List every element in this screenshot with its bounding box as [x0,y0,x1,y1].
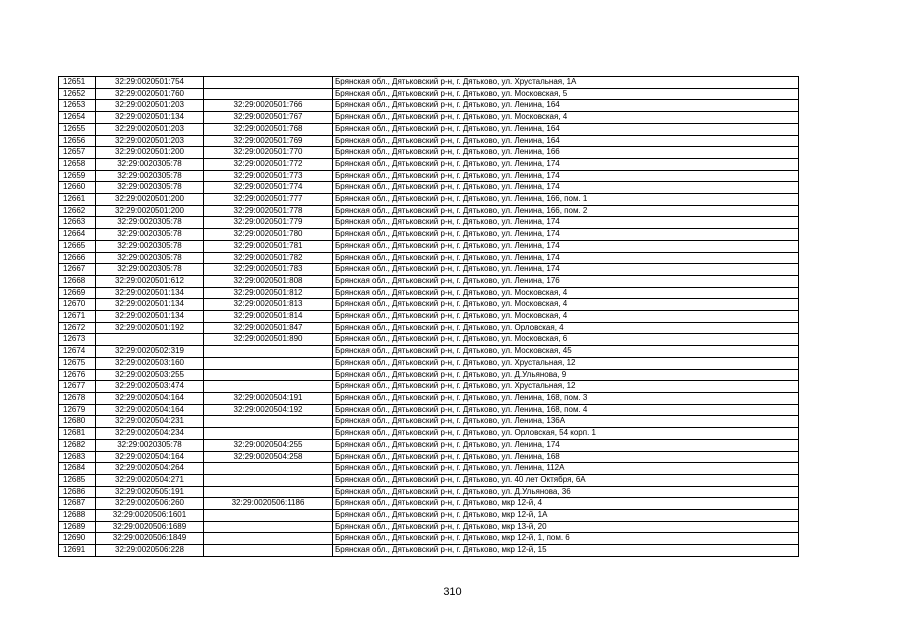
record-number-cell: 12653 [59,100,96,112]
cadastral-number-cell: 32:29:0020503:255 [96,369,204,381]
child-cadastral-number-cell: 32:29:0020504:255 [204,439,333,451]
child-cadastral-number-cell [204,346,333,358]
child-cadastral-number-cell: 32:29:0020501:773 [204,170,333,182]
table-row [59,158,799,170]
cadastral-number-cell: 32:29:0020504:271 [96,474,204,486]
table-row [59,463,799,475]
cadastral-number-cell: 32:29:0020504:234 [96,428,204,440]
record-number-cell: 12690 [59,533,96,545]
table-row [59,123,799,135]
record-number-cell: 12678 [59,392,96,404]
child-cadastral-number-cell: 32:29:0020501:774 [204,182,333,194]
record-number-cell: 12668 [59,275,96,287]
cadastral-number-cell: 32:29:0020305:78 [96,182,204,194]
cadastral-number-cell: 32:29:0020503:160 [96,357,204,369]
record-number-cell: 12660 [59,182,96,194]
table-row [59,77,799,89]
address-cell: Брянская обл., Дятьковский р-н, г. Дятьково, ул. Московская, 4 [333,112,799,124]
child-cadastral-number-cell [204,369,333,381]
address-cell: Брянская обл., Дятьковский р-н, г. Дятьково, ул. Ленина, 168, пом. 3 [333,392,799,404]
child-cadastral-number-cell: 32:29:0020501:890 [204,334,333,346]
child-cadastral-number-cell [204,545,333,557]
cadastral-number-cell: 32:29:0020305:78 [96,240,204,252]
cadastral-number-cell: 32:29:0020305:78 [96,439,204,451]
child-cadastral-number-cell [204,463,333,475]
table-row [59,88,799,100]
cadastral-number-cell: 32:29:0020501:754 [96,77,204,89]
child-cadastral-number-cell: 32:29:0020501:783 [204,264,333,276]
address-cell: Брянская обл., Дятьковский р-н, г. Дятьково, ул. Хрустальная, 1А [333,77,799,89]
child-cadastral-number-cell: 32:29:0020501:782 [204,252,333,264]
cadastral-number-cell: 32:29:0020501:200 [96,205,204,217]
cadastral-number-cell: 32:29:0020501:203 [96,123,204,135]
table-row [59,369,799,381]
cadastral-number-cell: 32:29:0020501:203 [96,100,204,112]
record-number-cell: 12683 [59,451,96,463]
registry-table [58,76,799,557]
address-cell: Брянская обл., Дятьковский р-н, г. Дятьково, ул. Ленина, 174 [333,439,799,451]
cadastral-number-cell: 32:29:0020501:134 [96,299,204,311]
child-cadastral-number-cell [204,428,333,440]
address-cell: Брянская обл., Дятьковский р-н, г. Дятьково, ул. Московская, 5 [333,88,799,100]
child-cadastral-number-cell: 32:29:0020501:766 [204,100,333,112]
child-cadastral-number-cell: 32:29:0020501:777 [204,194,333,206]
address-cell: Брянская обл., Дятьковский р-н, г. Дятьково, ул. Московская, 6 [333,334,799,346]
child-cadastral-number-cell [204,381,333,393]
record-number-cell: 12663 [59,217,96,229]
child-cadastral-number-cell [204,77,333,89]
address-cell: Брянская обл., Дятьковский р-н, г. Дятьково, ул. Ленина, 168 [333,451,799,463]
record-number-cell: 12676 [59,369,96,381]
address-cell: Брянская обл., Дятьковский р-н, г. Дятьково, ул. Ленина, 174 [333,240,799,252]
record-number-cell: 12659 [59,170,96,182]
record-number-cell: 12677 [59,381,96,393]
table-row [59,322,799,334]
child-cadastral-number-cell: 32:29:0020501:778 [204,205,333,217]
child-cadastral-number-cell: 32:29:0020506:1186 [204,498,333,510]
table-row [59,521,799,533]
record-number-cell: 12687 [59,498,96,510]
table-row [59,334,799,346]
record-number-cell: 12671 [59,311,96,323]
child-cadastral-number-cell [204,416,333,428]
cadastral-number-cell: 32:29:0020501:200 [96,147,204,159]
table-row [59,416,799,428]
record-number-cell: 12691 [59,545,96,557]
child-cadastral-number-cell [204,88,333,100]
child-cadastral-number-cell: 32:29:0020501:769 [204,135,333,147]
child-cadastral-number-cell [204,486,333,498]
child-cadastral-number-cell [204,510,333,522]
table-row [59,510,799,522]
child-cadastral-number-cell: 32:29:0020501:770 [204,147,333,159]
table-row [59,428,799,440]
child-cadastral-number-cell: 32:29:0020501:781 [204,240,333,252]
record-number-cell: 12655 [59,123,96,135]
child-cadastral-number-cell: 32:29:0020501:808 [204,275,333,287]
cadastral-number-cell: 32:29:0020501:760 [96,88,204,100]
child-cadastral-number-cell: 32:29:0020501:847 [204,322,333,334]
record-number-cell: 12656 [59,135,96,147]
cadastral-number-cell: 32:29:0020501:203 [96,135,204,147]
table-row [59,252,799,264]
table-row [59,486,799,498]
table-row [59,147,799,159]
address-cell: Брянская обл., Дятьковский р-н, г. Дятьково, мкр 12-й, 1, пом. 6 [333,533,799,545]
table-row [59,533,799,545]
record-number-cell: 12667 [59,264,96,276]
record-number-cell: 12688 [59,510,96,522]
child-cadastral-number-cell: 32:29:0020501:772 [204,158,333,170]
table-row [59,135,799,147]
address-cell: Брянская обл., Дятьковский р-н, г. Дятьково, ул. Московская, 45 [333,346,799,358]
table-row [59,287,799,299]
cadastral-number-cell: 32:29:0020506:1849 [96,533,204,545]
table-row [59,264,799,276]
address-cell: Брянская обл., Дятьковский р-н, г. Дятьково, ул. Ленина, 136А [333,416,799,428]
record-number-cell: 12672 [59,322,96,334]
table-row [59,545,799,557]
child-cadastral-number-cell: 32:29:0020501:768 [204,123,333,135]
cadastral-number-cell [96,334,204,346]
address-cell: Брянская обл., Дятьковский р-н, г. Дятьково, ул. Ленина, 174 [333,158,799,170]
cadastral-number-cell: 32:29:0020504:164 [96,451,204,463]
address-cell: Брянская обл., Дятьковский р-н, г. Дятьково, ул. Ленина, 166, пом. 1 [333,194,799,206]
address-cell: Брянская обл., Дятьковский р-н, г. Дятьково, ул. Д.Ульянова, 9 [333,369,799,381]
child-cadastral-number-cell: 32:29:0020501:812 [204,287,333,299]
table-row [59,392,799,404]
table-row [59,217,799,229]
cadastral-number-cell: 32:29:0020501:612 [96,275,204,287]
cadastral-number-cell: 32:29:0020501:134 [96,311,204,323]
child-cadastral-number-cell: 32:29:0020501:767 [204,112,333,124]
table-row [59,311,799,323]
child-cadastral-number-cell [204,533,333,545]
record-number-cell: 12662 [59,205,96,217]
child-cadastral-number-cell [204,521,333,533]
cadastral-number-cell: 32:29:0020305:78 [96,252,204,264]
address-cell: Брянская обл., Дятьковский р-н, г. Дятьково, ул. Ленина, 176 [333,275,799,287]
address-cell: Брянская обл., Дятьковский р-н, г. Дятьково, ул. Хрустальная, 12 [333,357,799,369]
record-number-cell: 12652 [59,88,96,100]
record-number-cell: 12654 [59,112,96,124]
address-cell: Брянская обл., Дятьковский р-н, г. Дятьково, мкр 12-й, 1А [333,510,799,522]
cadastral-number-cell: 32:29:0020506:260 [96,498,204,510]
address-cell: Брянская обл., Дятьковский р-н, г. Дятьково, мкр 12-й, 15 [333,545,799,557]
registry-table-body [59,77,799,557]
table-row [59,194,799,206]
cadastral-number-cell: 32:29:0020503:474 [96,381,204,393]
address-cell: Брянская обл., Дятьковский р-н, г. Дятьково, ул. Ленина, 174 [333,182,799,194]
cadastral-number-cell: 32:29:0020502:319 [96,346,204,358]
cadastral-number-cell: 32:29:0020501:192 [96,322,204,334]
cadastral-number-cell: 32:29:0020305:78 [96,229,204,241]
cadastral-number-cell: 32:29:0020506:228 [96,545,204,557]
record-number-cell: 12666 [59,252,96,264]
cadastral-number-cell: 32:29:0020506:1601 [96,510,204,522]
address-cell: Брянская обл., Дятьковский р-н, г. Дятьково, ул. Ленина, 164 [333,100,799,112]
address-cell: Брянская обл., Дятьковский р-н, г. Дятьково, ул. Ленина, 164 [333,135,799,147]
table-row [59,451,799,463]
cadastral-number-cell: 32:29:0020504:264 [96,463,204,475]
record-number-cell: 12661 [59,194,96,206]
cadastral-number-cell: 32:29:0020504:164 [96,404,204,416]
cadastral-number-cell: 32:29:0020305:78 [96,158,204,170]
page-number: 310 [443,586,462,598]
cadastral-number-cell: 32:29:0020504:164 [96,392,204,404]
child-cadastral-number-cell: 32:29:0020504:258 [204,451,333,463]
child-cadastral-number-cell [204,357,333,369]
table-row [59,498,799,510]
record-number-cell: 12669 [59,287,96,299]
table-row [59,229,799,241]
address-cell: Брянская обл., Дятьковский р-н, г. Дятьково, ул. Д.Ульянова, 36 [333,486,799,498]
record-number-cell: 12685 [59,474,96,486]
address-cell: Брянская обл., Дятьковский р-н, г. Дятьково, ул. Ленина, 174 [333,170,799,182]
address-cell: Брянская обл., Дятьковский р-н, г. Дятьково, ул. Орловская, 54 корп. 1 [333,428,799,440]
cadastral-number-cell: 32:29:0020305:78 [96,217,204,229]
address-cell: Брянская обл., Дятьковский р-н, г. Дятьково, ул. 40 лет Октября, 6А [333,474,799,486]
address-cell: Брянская обл., Дятьковский р-н, г. Дятьково, ул. Хрустальная, 12 [333,381,799,393]
table-row [59,474,799,486]
table-row [59,170,799,182]
record-number-cell: 12680 [59,416,96,428]
cadastral-number-cell: 32:29:0020501:134 [96,287,204,299]
table-row [59,240,799,252]
record-number-cell: 12682 [59,439,96,451]
cadastral-number-cell: 32:29:0020504:231 [96,416,204,428]
address-cell: Брянская обл., Дятьковский р-н, г. Дятьково, ул. Ленина, 166 [333,147,799,159]
record-number-cell: 12657 [59,147,96,159]
record-number-cell: 12658 [59,158,96,170]
child-cadastral-number-cell [204,474,333,486]
table-row [59,299,799,311]
child-cadastral-number-cell: 32:29:0020504:192 [204,404,333,416]
record-number-cell: 12689 [59,521,96,533]
table-row [59,112,799,124]
table-row [59,205,799,217]
address-cell: Брянская обл., Дятьковский р-н, г. Дятьково, ул. Московская, 4 [333,287,799,299]
record-number-cell: 12670 [59,299,96,311]
table-row [59,275,799,287]
child-cadastral-number-cell: 32:29:0020501:814 [204,311,333,323]
address-cell: Брянская обл., Дятьковский р-н, г. Дятьково, ул. Орловская, 4 [333,322,799,334]
table-row [59,381,799,393]
cadastral-number-cell: 32:29:0020501:200 [96,194,204,206]
record-number-cell: 12673 [59,334,96,346]
address-cell: Брянская обл., Дятьковский р-н, г. Дятьково, ул. Ленина, 174 [333,229,799,241]
record-number-cell: 12684 [59,463,96,475]
cadastral-number-cell: 32:29:0020305:78 [96,170,204,182]
record-number-cell: 12679 [59,404,96,416]
child-cadastral-number-cell: 32:29:0020501:813 [204,299,333,311]
child-cadastral-number-cell: 32:29:0020501:779 [204,217,333,229]
address-cell: Брянская обл., Дятьковский р-н, г. Дятьково, ул. Ленина, 166, пом. 2 [333,205,799,217]
table-row [59,439,799,451]
address-cell: Брянская обл., Дятьковский р-н, г. Дятьково, мкр 12-й, 4 [333,498,799,510]
address-cell: Брянская обл., Дятьковский р-н, г. Дятьково, мкр 13-й, 20 [333,521,799,533]
record-number-cell: 12675 [59,357,96,369]
record-number-cell: 12651 [59,77,96,89]
table-row [59,357,799,369]
child-cadastral-number-cell: 32:29:0020501:780 [204,229,333,241]
child-cadastral-number-cell: 32:29:0020504:191 [204,392,333,404]
address-cell: Брянская обл., Дятьковский р-н, г. Дятьково, ул. Московская, 4 [333,299,799,311]
record-number-cell: 12665 [59,240,96,252]
address-cell: Брянская обл., Дятьковский р-н, г. Дятьково, ул. Ленина, 174 [333,217,799,229]
table-row [59,100,799,112]
table-row [59,404,799,416]
cadastral-number-cell: 32:29:0020501:134 [96,112,204,124]
address-cell: Брянская обл., Дятьковский р-н, г. Дятьково, ул. Ленина, 168, пом. 4 [333,404,799,416]
address-cell: Брянская обл., Дятьковский р-н, г. Дятьково, ул. Ленина, 174 [333,264,799,276]
record-number-cell: 12686 [59,486,96,498]
address-cell: Брянская обл., Дятьковский р-н, г. Дятьково, ул. Московская, 4 [333,311,799,323]
address-cell: Брянская обл., Дятьковский р-н, г. Дятьково, ул. Ленина, 164 [333,123,799,135]
cadastral-number-cell: 32:29:0020305:78 [96,264,204,276]
address-cell: Брянская обл., Дятьковский р-н, г. Дятьково, ул. Ленина, 174 [333,252,799,264]
cadastral-number-cell: 32:29:0020505:191 [96,486,204,498]
table-row [59,346,799,358]
record-number-cell: 12681 [59,428,96,440]
table-row [59,182,799,194]
record-number-cell: 12664 [59,229,96,241]
record-number-cell: 12674 [59,346,96,358]
address-cell: Брянская обл., Дятьковский р-н, г. Дятьково, ул. Ленина, 112А [333,463,799,475]
cadastral-number-cell: 32:29:0020506:1689 [96,521,204,533]
